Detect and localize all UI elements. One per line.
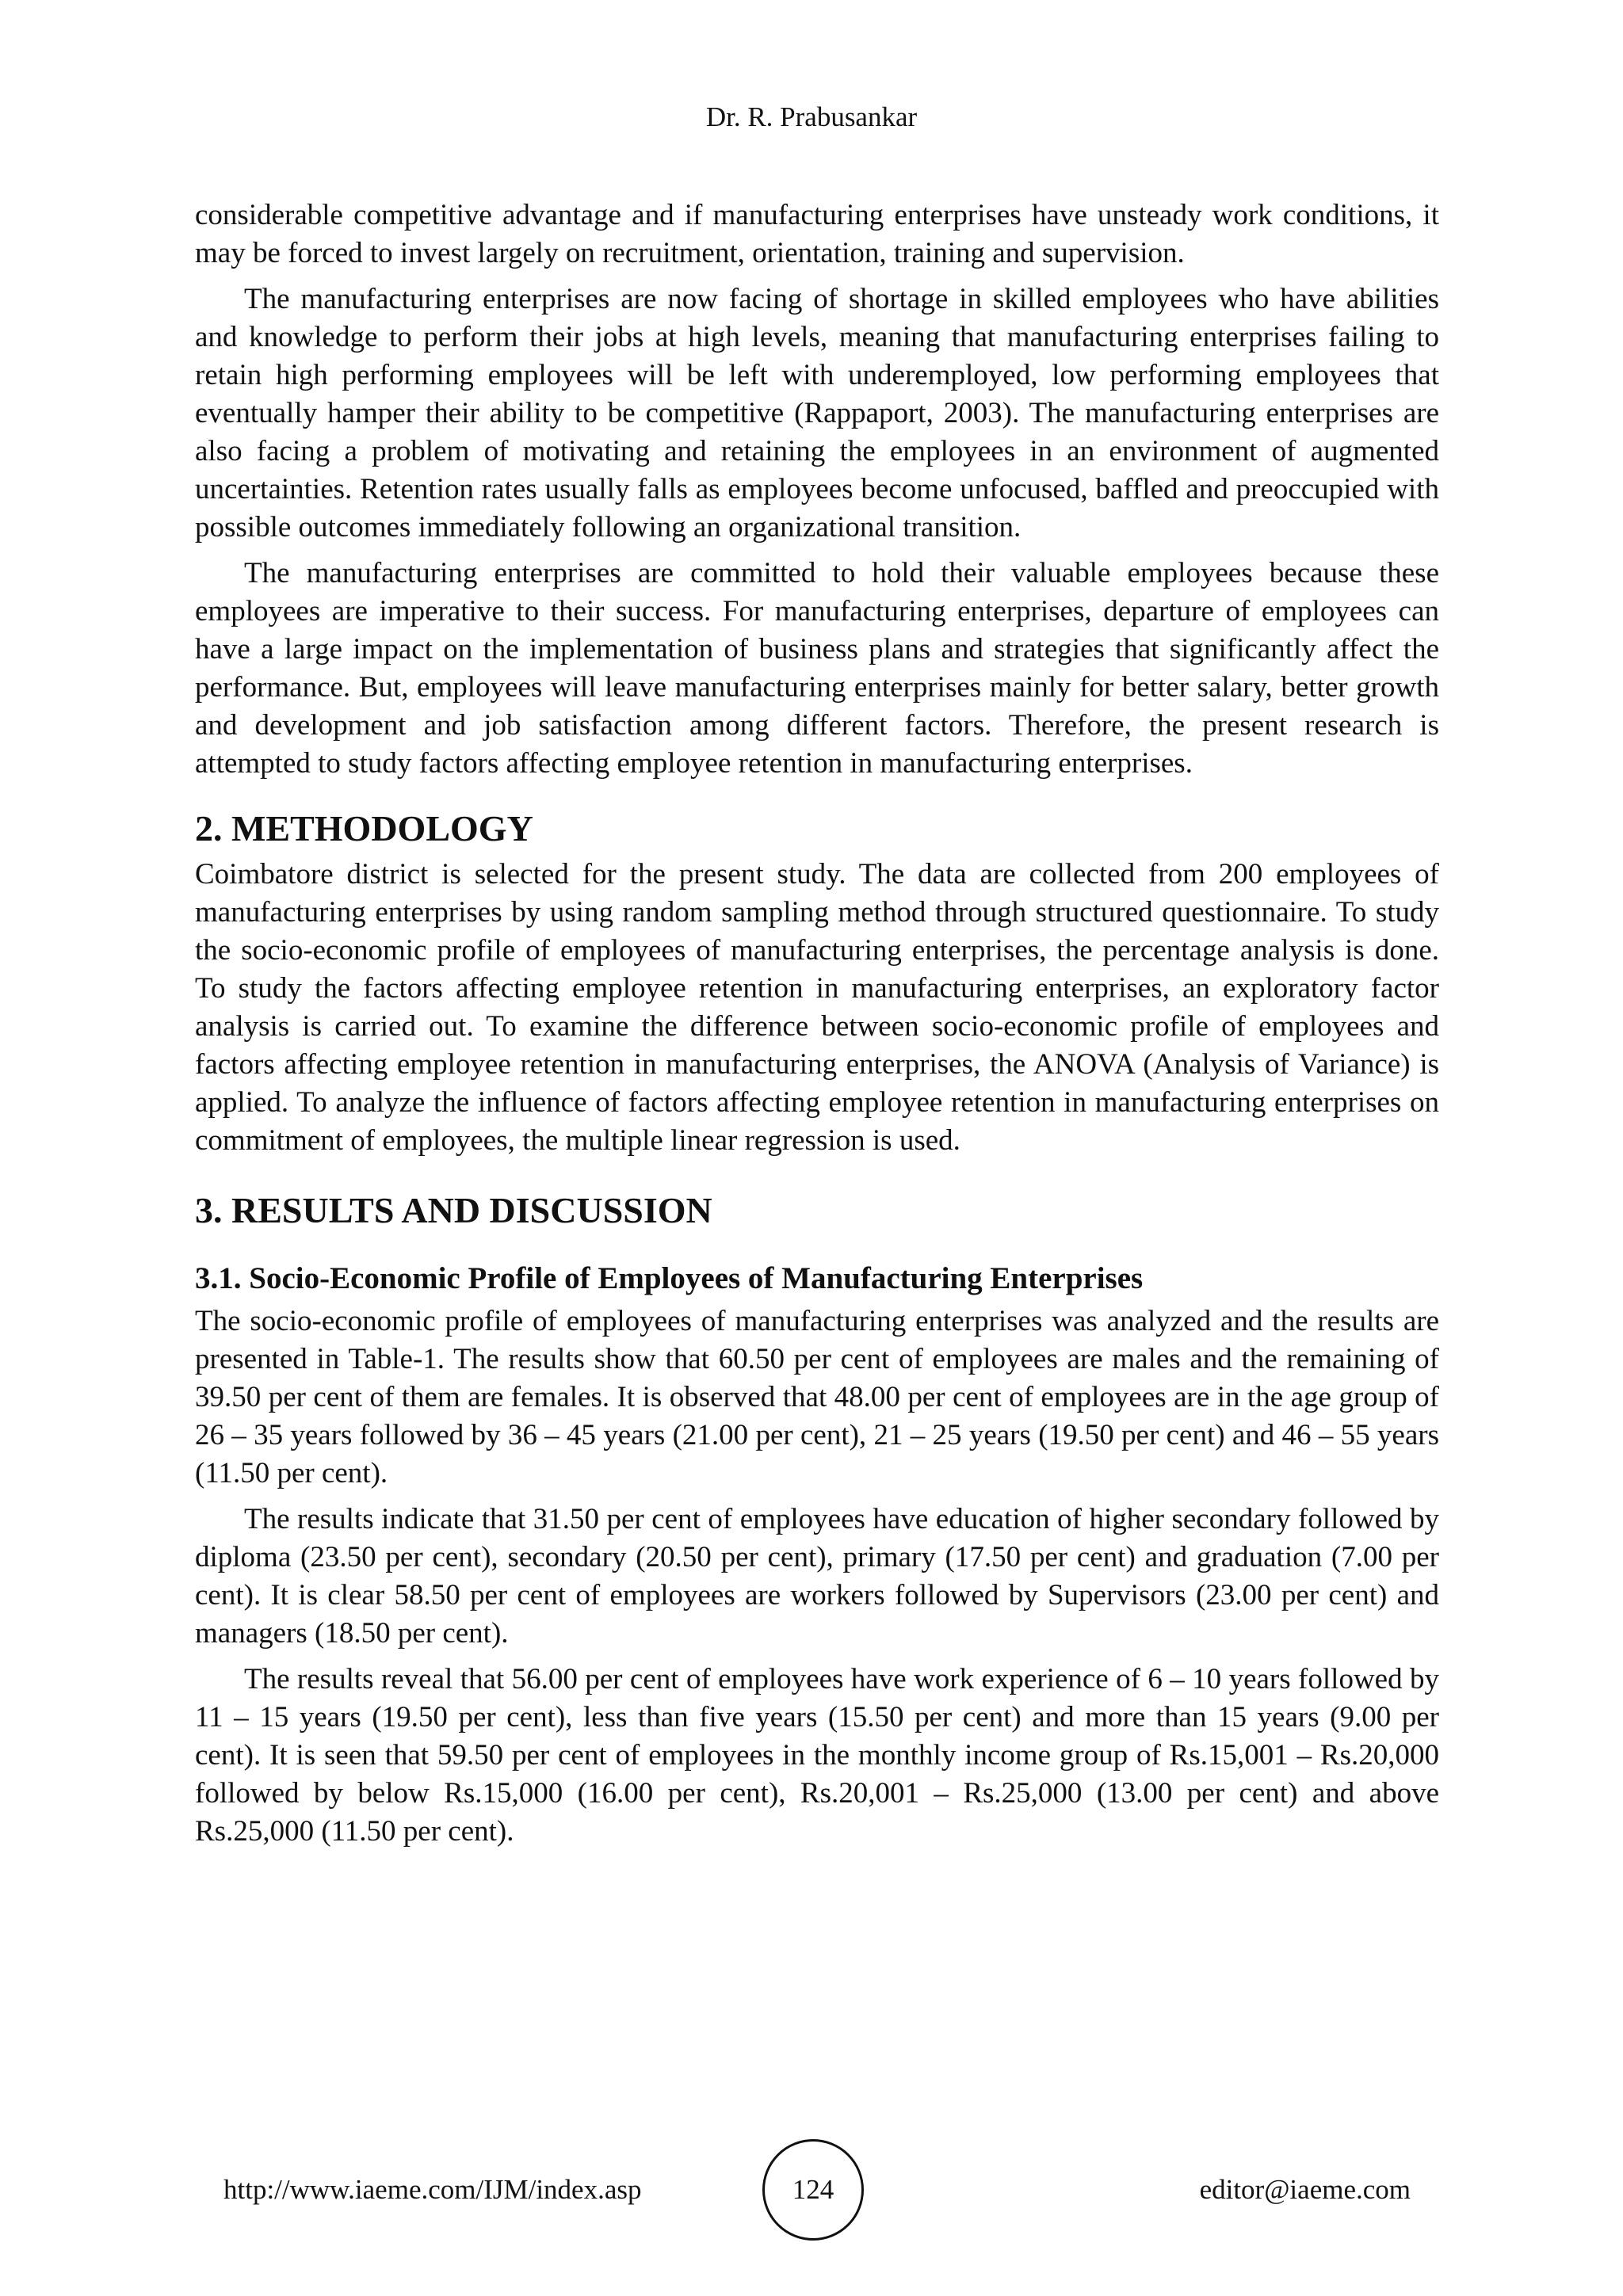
results-heading: 3. RESULTS AND DISCUSSION	[195, 1190, 712, 1230]
results-paragraph-1: The socio-economic profile of employees of manufacturing enterprises was analyzed and the results are presented in Table-1. The results show that 60.50 per cent of employees are males and the remaining of 39.50 per cent of them are females. It is observed that 48.00 per cent of employees are in the age group of 26 – 35 years followed by 36 – 45 years (21.00 per cent), 21 – 25 years (19.50 per cent) and 46 – 55 years (11.50 per cent).	[195, 1305, 1439, 1489]
body-paragraph-1: considerable competitive advantage and if manufacturing enterprises have unsteady work conditions, it may be forced to invest largely on recruitment, orientation, training and supervision.	[195, 199, 1439, 269]
body-paragraph-2: The manufacturing enterprises are now facing of shortage in skilled employees who have abilities and knowledge to perform their jobs at high levels, meaning that manufacturing enterprises failing to retain high performing employees will be left with underemployed, low performing employees that eventually hamper their ability to be competitive (Rappaport, 2003). The manufacturing enterprises are also facing a problem of motivating and retaining the employees in an environment of augmented uncertainties. Retention rates usually falls as employees become unfocused, baffled and preoccupied with possible outcomes immediately following an organizational transition.	[195, 283, 1439, 543]
page-footer	[0, 2139, 1623, 2242]
results-paragraph-3: The results reveal that 56.00 per cent of employees have work experience of 6 – 10 years followed by 11 – 15 years (19.50 per cent), less than five years (15.50 per cent) and more than 15 years (9.00 per cent). It is seen that 59.50 per cent of employees in the monthly income group of Rs.15,001 – Rs.20,000 followed by below Rs.15,000 (16.00 per cent), Rs.20,001 – Rs.25,000 (13.00 per cent) and above Rs.25,000 (11.50 per cent).	[195, 1663, 1439, 1848]
footer-email-link[interactable]: editor@iaeme.com	[1199, 2174, 1411, 2205]
running-header-author: Dr. R. Prabusankar	[705, 101, 918, 132]
methodology-heading: 2. METHODOLOGY	[195, 808, 533, 849]
results-subheading: 3.1. Socio-Economic Profile of Employees of Manufacturing Enterprises	[195, 1261, 1144, 1295]
results-paragraph-2: The results indicate that 31.50 per cent of employees have education of higher secondary followed by diploma (23.50 per cent), secondary (20.50 per cent), primary (17.50 per cent) and graduation (7.00 per cent). It is clear 58.50 per cent of employees are workers followed by Supervisors (23.00 per cent) and managers (18.50 per cent).	[195, 1503, 1439, 1650]
page-content	[195, 196, 1439, 1851]
methodology-paragraph: Coimbatore district is selected for the present study. The data are collected from 200 employees of manufacturing enterprises by using random sampling method through structured questionnaire. To study the socio-economic profile of employees of manufacturing enterprises, the percentage analysis is done. To study the factors affecting employee retention in manufacturing enterprises, an exploratory factor analysis is carried out. To examine the difference between socio-economic profile of employees and factors affecting employee retention in manufacturing enterprises, the ANOVA (Analysis of Variance) is applied. To analyze the influence of factors affecting employee retention in manufacturing enterprises on commitment of employees, the multiple linear regression is used.	[195, 858, 1439, 1157]
body-paragraph-3: The manufacturing enterprises are committed to hold their valuable employees because these employees are imperative to their success. For manufacturing enterprises, departure of employees can have a large impact on the implementation of business plans and strategies that significantly affect the performance. But, employees will leave manufacturing enterprises mainly for better salary, better growth and development and job satisfaction among different factors. Therefore, the present research is attempted to study factors affecting employee retention in manufacturing enterprises.	[195, 557, 1439, 780]
page-number: 124	[792, 2174, 834, 2205]
page-number-badge	[762, 2139, 864, 2241]
footer-url-link[interactable]: http://www.iaeme.com/IJM/index.asp	[223, 2174, 642, 2205]
